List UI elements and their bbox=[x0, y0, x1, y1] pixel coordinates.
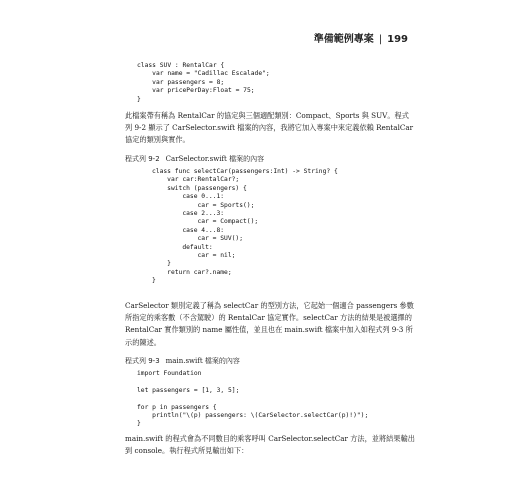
listing-number: 程式列 9-2 bbox=[125, 155, 160, 163]
chapter-title: 準備範例專案 bbox=[313, 34, 374, 45]
code-block-suv: class SUV : RentalCar { var name = "Cadillac Escalade"; var passengers = 8; var pricePerDay:Float = 75; } bbox=[137, 62, 270, 103]
code-block-main: import Foundation let passengers = [1, 3, 5]; for p in passengers { println("\(p) passengers: \(CarSelector.selectCar(p)!)"); } bbox=[137, 370, 369, 428]
listing-title: main.swift 檔案的內容 bbox=[165, 357, 240, 365]
header-separator: | bbox=[378, 34, 383, 45]
page-number: 199 bbox=[387, 34, 408, 45]
paragraph-protocol-intro: 此檔案帶有稱為 RentalCar 的協定與三個適配類別：Compact、Sports 與 SUV。程式列 9-2 顯示了 CarSelector.swift 檔案的內容，我將它加入專案中來定義依賴 RentalCar 協定的類別與實作。 bbox=[125, 111, 414, 145]
listing-title: CarSelector.swift 檔案的內容 bbox=[165, 155, 265, 163]
paragraph-carselector-explanation: CarSelector 類別定義了稱為 selectCar 的型別方法，它起始一個適合 passengers 參數所指定的乘客數（不含駕駛）的 RentalCar 協定實作。selectCar 方法的結果是被選擇的 RentalCar 實作類別的 name 屬性值，並且也在 main.swift 檔案中加入如程式列 9-3 所示的陳述。 bbox=[125, 301, 414, 347]
paragraph-main-output: main.swift 的程式會為不同數目的乘客呼叫 CarSelector.selectCar 方法，並將結果輸出到 console。執行程式所見輸出如下： bbox=[125, 434, 415, 456]
running-header bbox=[314, 30, 408, 45]
listing-caption-9-2 bbox=[125, 154, 264, 164]
code-block-carselector: class func selectCar(passengers:Int) -> String? { var car:RentalCar?; switch (passengers) { case 0...1: car = Sports(); case 2...3: car = Compact(); case 4...8: car = SUV(); default: car = nil; } return car?.name; } bbox=[152, 168, 338, 285]
listing-number: 程式列 9-3 bbox=[125, 357, 160, 365]
listing-caption-9-3 bbox=[125, 356, 240, 366]
